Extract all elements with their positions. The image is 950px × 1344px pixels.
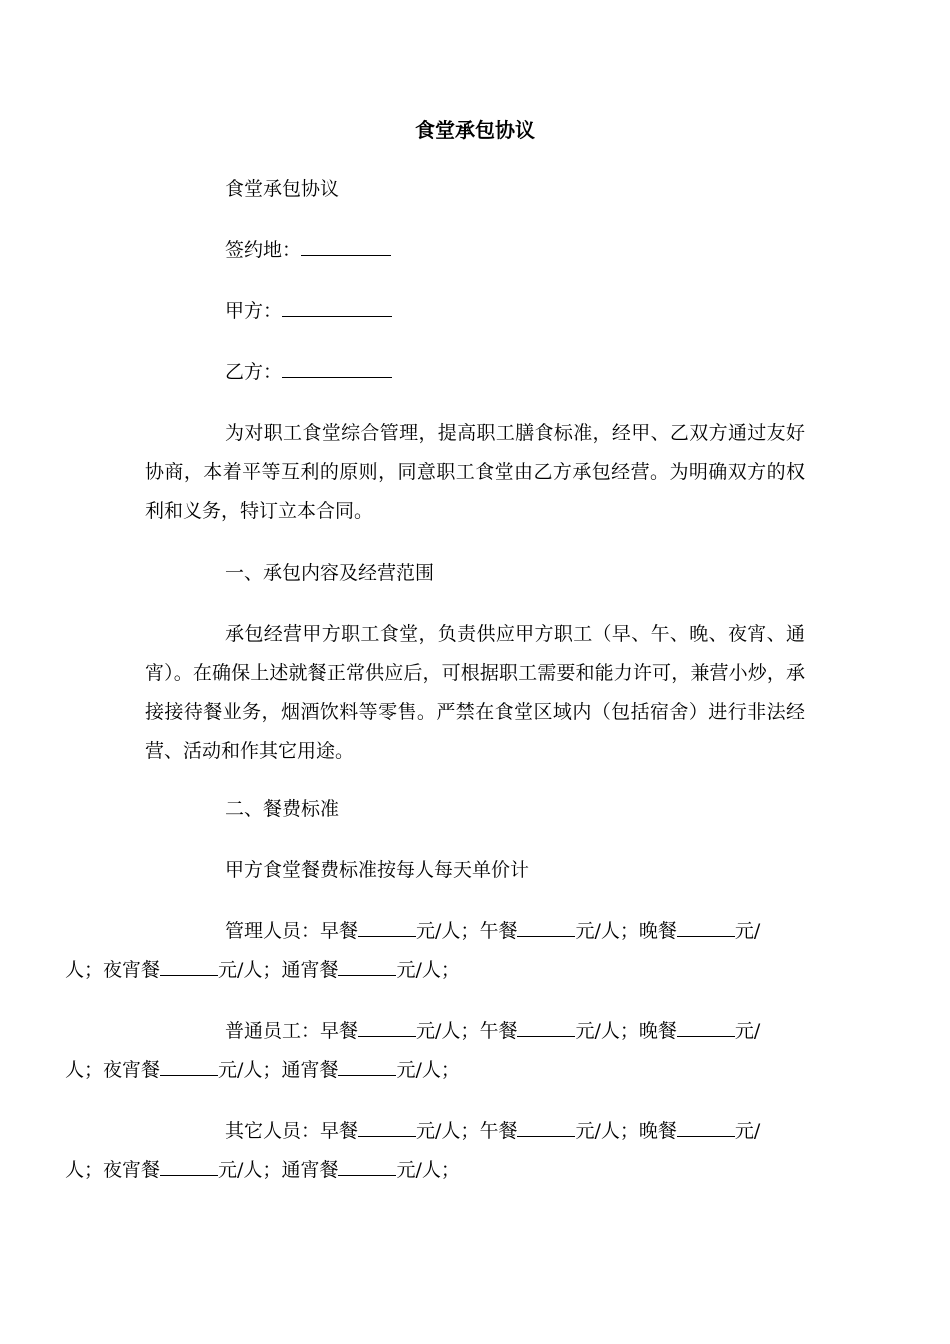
dinner-label: 晚餐	[638, 1120, 677, 1142]
unit-label: 元/人；	[416, 1120, 480, 1142]
overnight-label: 通宵餐	[281, 1059, 339, 1081]
unit-label: 人；	[65, 1159, 104, 1181]
party-a-label: 甲方：	[225, 300, 283, 322]
party-b-line	[145, 353, 805, 392]
party-a-line	[145, 292, 805, 331]
fee-blank	[677, 914, 735, 937]
section-2-intro: 甲方食堂餐费标准按每人每天单价计	[225, 859, 530, 881]
fee-blank	[358, 1114, 416, 1137]
unit-label: 元/	[734, 1020, 761, 1042]
fee-blank	[358, 914, 416, 937]
unit-label: 元/	[734, 1120, 761, 1142]
unit-label: 元/人；	[416, 1020, 480, 1042]
fee-group-label: 普通员工：	[225, 1020, 321, 1042]
unit-label: 人；	[65, 959, 104, 981]
fee-blank	[338, 1153, 396, 1176]
overnight-label: 通宵餐	[281, 959, 339, 981]
unit-label: 元/人；	[218, 959, 282, 981]
intro-paragraph: 为对职工食堂综合管理，提高职工膳食标准，经甲、乙双方通过友好协商，本着平等互利的原则，同意职工食堂由乙方承包经营。为明确双方的权利和义务，特订立本合同。	[145, 422, 805, 522]
unit-label: 元/人；	[218, 1159, 282, 1181]
fee-blank	[160, 1053, 218, 1076]
party-b-label: 乙方：	[225, 361, 283, 383]
late-night-label: 夜宵餐	[103, 1159, 161, 1181]
fee-blank	[517, 914, 575, 937]
party-b-blank	[282, 355, 392, 378]
signing-place-label: 签约地：	[225, 239, 302, 261]
fee-group-label: 管理人员：	[225, 920, 321, 942]
breakfast-label: 早餐	[320, 1120, 359, 1142]
lunch-label: 午餐	[479, 1020, 518, 1042]
unit-label: 元/人；	[575, 1020, 639, 1042]
breakfast-label: 早餐	[320, 920, 359, 942]
unit-label: 元/人；	[396, 1159, 460, 1181]
unit-label: 人；	[65, 1059, 104, 1081]
fee-group-label: 其它人员：	[225, 1120, 321, 1142]
signing-place-blank	[301, 233, 391, 256]
fee-blank	[338, 1053, 396, 1076]
fee-blank	[160, 1153, 218, 1176]
overnight-label: 通宵餐	[281, 1159, 339, 1181]
late-night-label: 夜宵餐	[103, 959, 161, 981]
dinner-label: 晚餐	[638, 920, 677, 942]
unit-label: 元/人；	[575, 920, 639, 942]
fee-blank	[517, 1114, 575, 1137]
unit-label: 元/人；	[575, 1120, 639, 1142]
section-1-heading: 一、承包内容及经营范围	[225, 562, 435, 584]
document-subtitle: 食堂承包协议	[225, 178, 340, 200]
unit-label: 元/人；	[396, 1059, 460, 1081]
unit-label: 元/	[734, 920, 761, 942]
section-2-heading: 二、餐费标准	[225, 798, 340, 820]
fee-blank	[338, 953, 396, 976]
signing-place-line	[145, 231, 805, 270]
unit-label: 元/人；	[218, 1059, 282, 1081]
fee-blank	[517, 1014, 575, 1037]
fee-blank	[358, 1014, 416, 1037]
document-title: 食堂承包协议	[415, 118, 535, 142]
unit-label: 元/人；	[416, 920, 480, 942]
section-1-body: 承包经营甲方职工食堂，负责供应甲方职工（早、午、晚、夜宵、通宵）。在确保上述就餐正常供应后，可根据职工需要和能力许可，兼营小炒，承接接待餐业务，烟酒饮料等零售。严禁在食堂区域内（包括宿舍）进行非法经营、活动和作其它用途。	[145, 623, 805, 762]
party-a-blank	[282, 294, 392, 317]
fee-blank	[160, 953, 218, 976]
breakfast-label: 早餐	[320, 1020, 359, 1042]
fee-blank	[677, 1114, 735, 1137]
unit-label: 元/人；	[396, 959, 460, 981]
late-night-label: 夜宵餐	[103, 1059, 161, 1081]
fee-row-regular-staff	[65, 1012, 805, 1090]
lunch-label: 午餐	[479, 920, 518, 942]
fee-row-management	[65, 912, 805, 990]
fee-row-other-staff	[65, 1112, 805, 1190]
lunch-label: 午餐	[479, 1120, 518, 1142]
fee-blank	[677, 1014, 735, 1037]
dinner-label: 晚餐	[638, 1020, 677, 1042]
